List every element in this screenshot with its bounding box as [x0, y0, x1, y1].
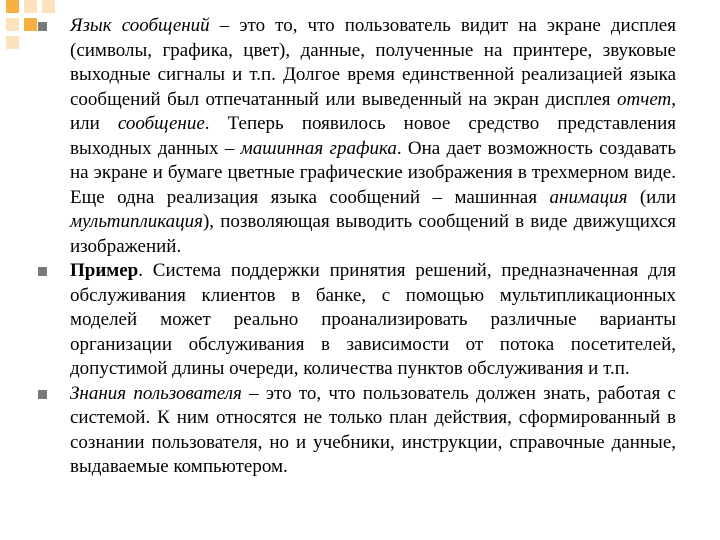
text-run: Пример	[70, 260, 139, 281]
text-run: . Теперь появилось новое средство представления выходных данных –	[70, 113, 676, 159]
bullet-text	[70, 259, 676, 382]
square-bullet-icon	[38, 22, 47, 31]
text-run: машинная графика	[240, 137, 397, 159]
text-run: Знания пользователя	[70, 382, 242, 404]
text-run: отчет	[617, 88, 672, 110]
corner-square	[24, 18, 37, 31]
bullet-user-knowledge	[38, 382, 676, 480]
text-run: . Она дает возможность создавать на экране и бумаге цветные графические изображения в трехмерном виде. Еще одна реализация языка сообщений – машинная	[70, 137, 676, 208]
bullet-text	[70, 382, 676, 480]
text-run: (или	[627, 186, 676, 208]
text-run: Язык сообщений	[70, 15, 210, 36]
bullet-example	[38, 259, 676, 382]
corner-square	[42, 0, 55, 13]
corner-square	[24, 0, 37, 13]
corner-square	[6, 36, 19, 49]
square-bullet-icon	[38, 267, 47, 276]
slide-content	[38, 14, 676, 480]
text-run: ), позволяющая выводить сообщений в виде движущихся изображений.	[70, 211, 676, 257]
bullet-message-language	[38, 14, 676, 259]
text-run: – это то, что пользователь видит на экране дисплея (символы, графика, цвет), данные, полученные на принтере, звуковые выходные сигналы и т.п. Долгое время единственной реализацией языка сообщений был отпечатанный или выведенный на экран дисплея	[70, 15, 676, 110]
text-run: мультипликация	[70, 211, 203, 232]
square-bullet-icon	[38, 390, 47, 399]
text-run: – это то, что пользователь должен знать, работая с системой. К ним относятся не только план действия, сформированный в сознании пользователя, но и учебники, инструкции, справочные данные, выдаваемые компьютером.	[70, 382, 676, 477]
text-run: , или	[70, 88, 676, 134]
text-run: сообщение	[117, 113, 205, 134]
text-run: . Система поддержки принятия решений, предназначенная для обслуживания клиентов в банке, с помощью мультипликационных моделей может реально проанализировать различные варианты организации обслуживания в зависимости от потока посетителей, допустимой длины очереди, количества пунктов обслуживания и т.п.	[70, 260, 676, 379]
bullet-text	[70, 14, 676, 259]
corner-square	[6, 0, 19, 13]
text-run: анимация	[549, 186, 628, 208]
corner-square	[6, 18, 19, 31]
